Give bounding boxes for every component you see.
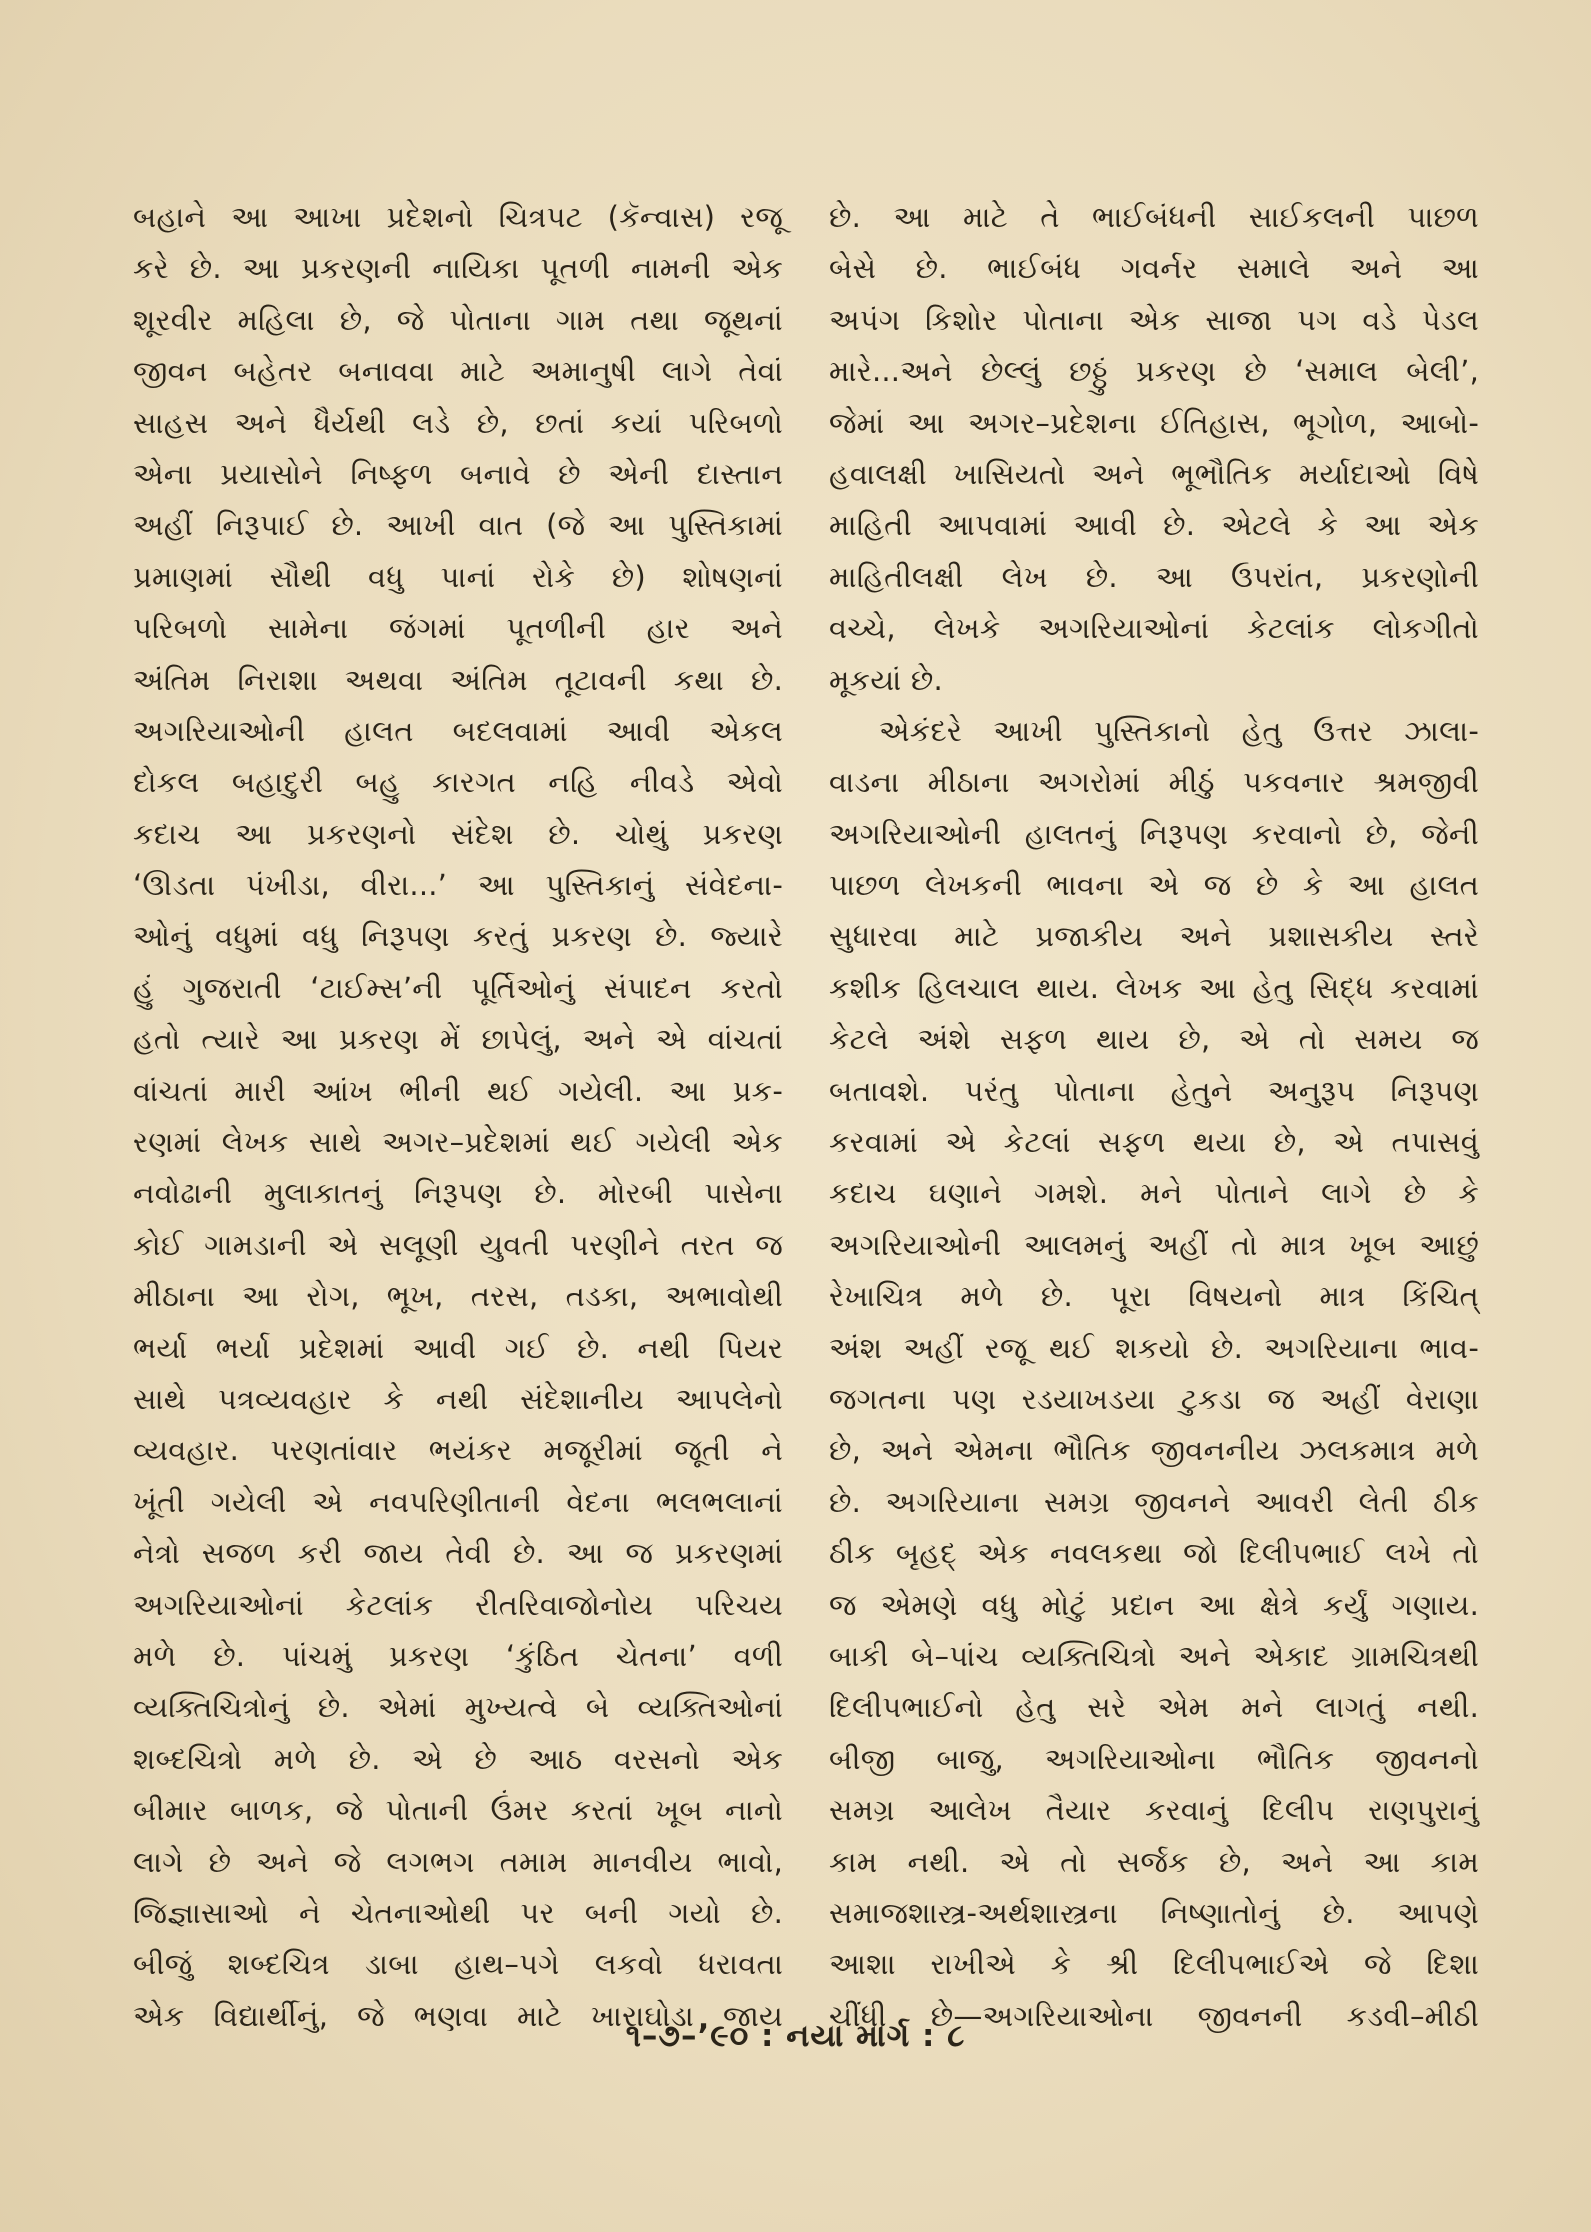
- text-line: હતો ત્યારે આ પ્રકરણ મેં છાપેલું, અને એ વાંચતાં: [133, 1022, 783, 1057]
- text-line: કદાચ ઘણાને ગમશે. મને પોતાને લાગે છે કે: [829, 1176, 1479, 1211]
- text-line: પ્રમાણમાં સૌથી વધુ પાનાં રોકે છે) શોષણનાં: [133, 559, 783, 594]
- text-line: એના પ્રયાસોને નિષ્ફળ બનાવે છે એની દાસ્તાન: [133, 456, 783, 491]
- text-line: આશા રાખીએ કે શ્રી દિલીપભાઈએ જે દિશા: [829, 1947, 1479, 1982]
- text-line: કશીક હિલચાલ થાય. લેખક આ હેતુ સિદ્ધ કરવામાં: [829, 970, 1479, 1005]
- text-line: જેમાં આ અગર–પ્રદેશના ઈતિહાસ, ભૂગોળ, આબો-: [829, 405, 1479, 440]
- text-line: જીવન બહેતર બનાવવા માટે અમાનુષી લાગે તેવાં: [133, 354, 783, 389]
- text-line: લાગે છે અને જે લગભગ તમામ માનવીય ભાવો,: [133, 1844, 783, 1879]
- text-line: વાંચતાં મારી આંખ ભીની થઈ ગયેલી. આ પ્રક-: [133, 1073, 783, 1108]
- text-line: કોઈ ગામડાની એ સલૂણી યુવતી પરણીને તરત જ: [133, 1227, 783, 1262]
- text-line: નવોઢાની મુલાકાતનું નિરૂપણ છે. મોરબી પાસેના: [133, 1176, 783, 1211]
- text-line: મૂકયાં છે.: [829, 662, 943, 697]
- text-line: દિલીપભાઈનો હેતુ સરે એમ મને લાગતું નથી.: [829, 1690, 1479, 1725]
- right-text-column: [829, 192, 1479, 2033]
- text-line: વચ્ચે, લેખકે અગરિયાઓનાં કેટલાંક લોકગીતો: [829, 611, 1479, 646]
- text-line: વ્યવહાર. પરણતાંવાર ભયંકર મજૂરીમાં જૂતી ને: [133, 1433, 783, 1468]
- text-line: છે. અગરિયાના સમગ્ર જીવનને આવરી લેતી ઠીક: [829, 1484, 1479, 1519]
- text-line: સુધારવા માટે પ્રજાકીય અને પ્રશાસકીય સ્તરે: [829, 919, 1479, 954]
- text-line: પરિબળો સામેના જંગમાં પૂતળીની હાર અને: [133, 611, 783, 646]
- text-line: અગરિયાઓની હાલત બદલવામાં આવી એકલ: [133, 713, 783, 748]
- text-line: નેત્રો સજળ કરી જાય તેવી છે. આ જ પ્રકરણમાં: [133, 1536, 783, 1571]
- page-footer: ૧–૭–’૯૦ : નયા માર્ગ : ૮: [625, 2018, 966, 2054]
- text-line: ઓનું વધુમાં વધુ નિરૂપણ કરતું પ્રકરણ છે. જ્યારે: [133, 919, 783, 954]
- text-line: કેટલે અંશે સફળ થાય છે, એ તો સમય જ: [829, 1022, 1479, 1057]
- text-line: સાથે પત્રવ્યવહાર કે નથી સંદેશાનીય આપલેનો: [133, 1381, 783, 1416]
- text-line: રણમાં લેખક સાથે અગર–પ્રદેશમાં થઈ ગયેલી એક: [133, 1125, 783, 1160]
- text-line: એક વિદ્યાર્થીનું, જે ભણવા માટે ખારાઘોડા જાય: [133, 1998, 783, 2033]
- text-line: છે, અને એમના ભૌતિક જીવનનીય ઝલકમાત્ર મળે: [829, 1433, 1479, 1468]
- text-line: હવાલક્ષી ખાસિયતો અને ભૂભૌતિક મર્યાદાઓ વિષે: [829, 456, 1479, 491]
- text-line: બીજું શબ્દચિત્ર ડાબા હાથ–પગે લકવો ધરાવતા: [133, 1947, 783, 1982]
- text-line: અગરિયાઓની હાલતનું નિરૂપણ કરવાનો છે, જેની: [829, 816, 1479, 851]
- text-line: અપંગ કિશોર પોતાના એક સાજા પગ વડે પેડલ: [829, 302, 1479, 337]
- text-line: ઠીક બૃહદ્ એક નવલકથા જો દિલીપભાઈ લખે તો: [829, 1536, 1479, 1571]
- text-line: રેખાચિત્ર મળે છે. પૂરા વિષયનો માત્ર કિંચિત્: [829, 1279, 1479, 1314]
- text-line: વ્યક્તિચિત્રોનું છે. એમાં મુખ્યત્વે બે વ્યક્તિઓનાં: [133, 1690, 783, 1725]
- text-line: માહિતી આપવામાં આવી છે. એટલે કે આ એક: [829, 508, 1479, 543]
- text-line: મારે...અને છેલ્લું છઠ્ઠું પ્રકરણ છે ‘સમાલ બેલી’,: [829, 354, 1479, 389]
- text-line: અગરિયાઓનાં કેટલાંક રીતરિવાજોનોય પરિચય: [133, 1587, 783, 1622]
- text-line: સાહસ અને ધૈર્યથી લડે છે, છતાં કયાં પરિબળો: [133, 405, 783, 440]
- text-line: અહીં નિરૂપાઈ છે. આખી વાત (જે આ પુસ્તિકામાં: [133, 508, 783, 543]
- text-line: ‘ઊડતા પંખીડા, વીરા...’ આ પુસ્તિકાનું સંવેદના-: [133, 868, 783, 903]
- text-line: ચીંધી છે—અગરિયાઓના જીવનની કડવી–મીઠી: [829, 1998, 1479, 2033]
- text-line: જિજ્ઞાસાઓ ને ચેતનાઓથી પર બની ગયો છે.: [133, 1895, 783, 1930]
- text-line: કરવામાં એ કેટલાં સફળ થયા છે, એ તપાસવું: [829, 1125, 1479, 1160]
- text-line: સમાજશાસ્ત્ર-અર્થશાસ્ત્રના નિષ્ણાતોનું છે. આપણે: [829, 1895, 1479, 1930]
- text-line: સમગ્ર આલેખ તૈયાર કરવાનું દિલીપ રાણપુરાનું: [829, 1793, 1479, 1828]
- text-line: જ એમણે વધુ મોટું પ્રદાન આ ક્ષેત્રે કર્યું ગણાય.: [829, 1587, 1479, 1622]
- text-line: અંશ અહીં રજૂ થઈ શકયો છે. અગરિયાના ભાવ-: [829, 1330, 1479, 1365]
- text-line: માહિતીલક્ષી લેખ છે. આ ઉપરાંત, પ્રકરણોની: [829, 559, 1479, 594]
- text-line: શૂરવીર મહિલા છે, જે પોતાના ગામ તથા જૂથનાં: [133, 302, 783, 337]
- text-line: હું ગુજરાતી ‘ટાઈમ્સ’ની પૂર્તિઓનું સંપાદન કરતો: [133, 970, 783, 1005]
- text-line: મીઠાના આ રોગ, ભૂખ, તરસ, તડકા, અભાવોથી: [133, 1279, 783, 1314]
- text-line: છે. આ માટે તે ભાઈબંધની સાઈકલની પાછળ: [829, 200, 1479, 234]
- text-line: અગરિયાઓની આલમનું અહીં તો માત્ર ખૂબ આછું: [829, 1227, 1479, 1262]
- text-line: કામ નથી. એ તો સર્જક છે, અને આ કામ: [829, 1844, 1479, 1879]
- text-line: બીજી બાજુ, અગરિયાઓના ભૌતિક જીવનનો: [829, 1741, 1479, 1776]
- text-line: બહાને આ આખા પ્રદેશનો ચિત્રપટ (કૅન્વાસ) રજૂ: [133, 200, 783, 234]
- text-line: મળે છે. પાંચમું પ્રકરણ ‘કુંઠિત ચેતના’ વળી: [133, 1638, 783, 1673]
- text-line: જગતના પણ રડયાખડયા ટુકડા જ અહીં વેરાણા: [829, 1381, 1479, 1416]
- text-line: દોકલ બહાદુરી બહુ કારગત નહિ નીવડે એવો: [133, 765, 783, 800]
- text-line: કદાચ આ પ્રકરણનો સંદેશ છે. ચોથું પ્રકરણ: [133, 816, 783, 851]
- text-line: ભર્યા ભર્યા પ્રદેશમાં આવી ગઈ છે. નથી પિયર: [133, 1330, 783, 1365]
- text-line: બેસે છે. ભાઈબંધ ગવર્નર સમાલે અને આ: [829, 251, 1479, 286]
- text-line: ખૂંતી ગયેલી એ નવપરિણીતાની વેદના ભલભલાનાં: [133, 1484, 783, 1519]
- text-line: એકંદરે આખી પુસ્તિકાનો હેતુ ઉત્તર ઝાલા-: [879, 713, 1479, 748]
- text-line: બીમાર બાળક, જે પોતાની ઉંમર કરતાં ખૂબ નાનો: [133, 1793, 783, 1828]
- left-text-column: [133, 192, 783, 2033]
- text-line: બતાવશે. પરંતુ પોતાના હેતુને અનુરૂપ નિરૂપણ: [829, 1073, 1479, 1108]
- text-line: અંતિમ નિરાશા અથવા અંતિમ તૂટાવની કથા છે.: [133, 662, 783, 697]
- text-line: પાછળ લેખકની ભાવના એ જ છે કે આ હાલત: [829, 868, 1479, 903]
- text-line: વાડના મીઠાના અગરોમાં મીઠું પકવનાર શ્રમજીવી: [829, 765, 1479, 800]
- text-line: શબ્દચિત્રો મળે છે. એ છે આઠ વરસનો એક: [133, 1741, 783, 1776]
- text-line: બાકી બે–પાંચ વ્યક્તિચિત્રો અને એકાદ ગ્રામચિત્રથી: [829, 1638, 1479, 1673]
- text-line: કરે છે. આ પ્રકરણની નાયિકા પૂતળી નામની એક: [133, 251, 783, 286]
